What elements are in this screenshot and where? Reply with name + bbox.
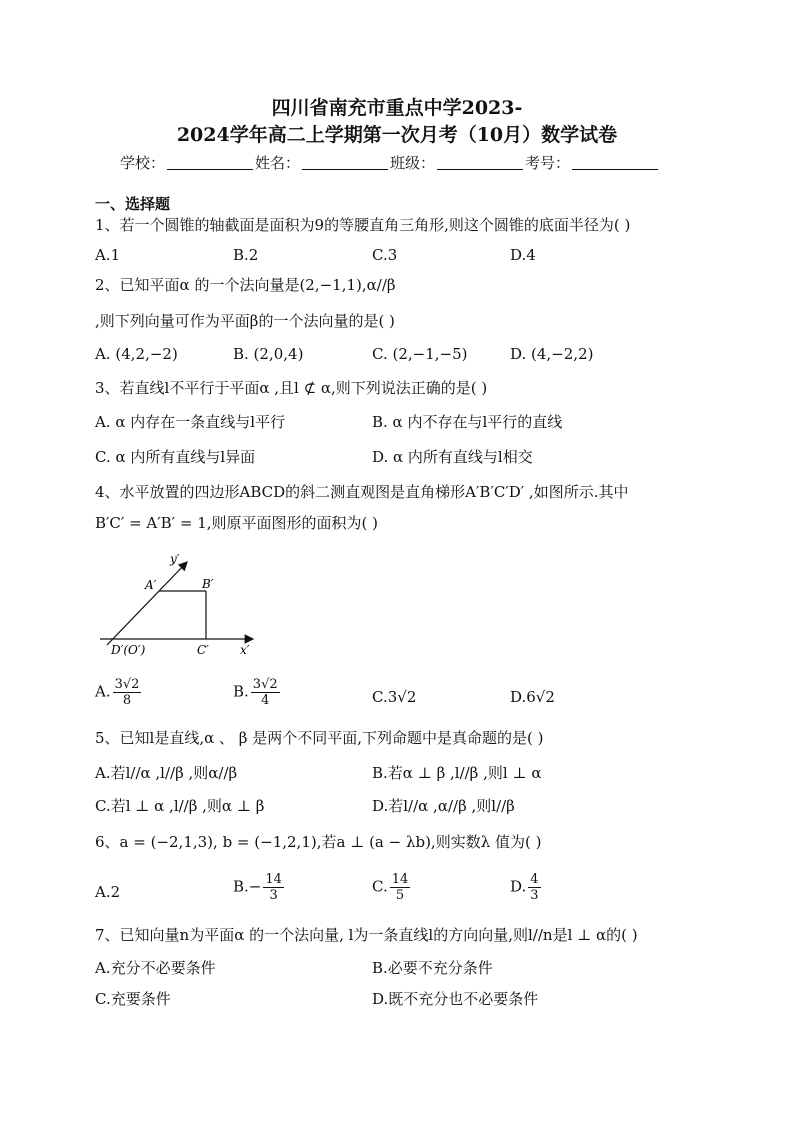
question-2-stem-cont: ,则下列向量可作为平面β的一个法向量的是( ) xyxy=(95,312,395,330)
label-b-prime: B′ xyxy=(202,577,214,591)
exam-title-line-1: 四川省南充市重点中学2023- xyxy=(271,97,523,119)
label-a-prime: A′ xyxy=(145,578,157,592)
name-blank[interactable] xyxy=(302,155,388,170)
class-label: 班级： xyxy=(390,154,436,172)
question-2-stem: 2、已知平面α 的一个法向量是(2,−1,1),α//β xyxy=(95,276,396,294)
question-7-stem: 7、已知向量n为平面α 的一个法向量, l为一条直线l的方向向量,则l//n是l ⊥ α的( ) xyxy=(95,926,638,944)
name-label: 姓名： xyxy=(255,154,301,172)
exam-title-line-2: 2024学年高二上学期第一次月考（10月）数学试卷 xyxy=(176,124,618,146)
q5-option-d: D.若l//α ,α//β ,则l//β xyxy=(372,797,515,815)
q6-option-a: A.2 xyxy=(95,883,121,901)
school-blank[interactable] xyxy=(167,155,253,170)
label-d-o-prime: D′(O′) xyxy=(111,643,146,657)
label-y-prime: y′ xyxy=(170,552,180,566)
q7-option-c: C.充要条件 xyxy=(95,990,171,1008)
school-label: 学校： xyxy=(120,154,166,172)
q3-option-b: B. α 内不存在与l平行的直线 xyxy=(372,413,563,431)
q1-option-a: A.1 xyxy=(95,246,121,264)
q6-option-d: D. $\frac{4}{3}$ xyxy=(510,872,539,903)
q6-option-b: B.− $\frac{14}{3}$ xyxy=(233,872,282,903)
label-x-prime: x′ xyxy=(240,643,250,657)
student-info-row xyxy=(120,152,660,173)
question-3-stem: 3、若直线l不平行于平面α ,且l ⊄ α,则下列说法正确的是( ) xyxy=(95,379,488,397)
q1-option-c: C.3 xyxy=(372,246,398,264)
q7-option-d: D.既不充分也不必要条件 xyxy=(372,990,539,1008)
q2-option-d: D. (4,−2,2) xyxy=(510,345,594,363)
y-axis-line xyxy=(107,562,187,645)
question-1-stem: 1、若一个圆锥的轴截面是面积为9的等腰直角三角形,则这个圆锥的底面半径为( ) xyxy=(95,216,631,234)
q2-option-a: A. (4,2,−2) xyxy=(95,345,178,363)
question-5-stem: 5、已知l是直线,α 、 β 是两个不同平面,下列命题中是真命题的是( ) xyxy=(95,729,544,747)
q5-option-b: B.若α ⊥ β ,l//β ,则l ⊥ α xyxy=(372,764,542,782)
q1-option-b: B.2 xyxy=(233,246,259,264)
q7-option-a: A.充分不必要条件 xyxy=(95,959,216,977)
q4-option-b: B. $\frac{3√2}{4}$ xyxy=(233,677,278,708)
exam-number-label: 考号： xyxy=(525,154,571,172)
label-c-prime: C′ xyxy=(197,643,209,657)
q1-option-d: D.4 xyxy=(510,246,536,264)
q4-option-c: C.3√2 xyxy=(372,688,417,706)
q2-option-b: B. (2,0,4) xyxy=(233,345,304,363)
q3-option-c: C. α 内所有直线与l异面 xyxy=(95,448,256,466)
q5-option-c: C.若l ⊥ α ,l//β ,则α ⊥ β xyxy=(95,797,265,815)
q3-option-d: D. α 内所有直线与l相交 xyxy=(372,448,533,466)
q2-option-c: C. (2,−1,−5) xyxy=(372,345,468,363)
question-4-stem: 4、水平放置的四边形ABCD的斜二测直观图是直角梯形A′B′C′D′ ,如图所示.其中 xyxy=(95,483,629,501)
q4-option-a: A. $\frac{3√2}{8}$ xyxy=(95,677,140,708)
q4-option-d: D.6√2 xyxy=(510,688,555,706)
class-blank[interactable] xyxy=(437,155,523,170)
q5-option-a: A.若l//α ,l//β ,则α//β xyxy=(95,764,238,782)
question-6-stem: 6、a = (−2,1,3), b = (−1,2,1),若a ⊥ (a − λb),则实数λ 值为( ) xyxy=(95,833,542,851)
question-4-stem-cont: B′C′ = A′B′ = 1,则原平面图形的面积为( ) xyxy=(95,514,378,532)
exam-number-blank[interactable] xyxy=(572,155,658,170)
q3-option-a: A. α 内存在一条直线与l平行 xyxy=(95,413,286,431)
section-title: 一、选择题 xyxy=(95,195,171,213)
q4-trapezoid-figure xyxy=(95,550,265,660)
q6-option-c: C. $\frac{14}{5}$ xyxy=(372,872,409,903)
q7-option-b: B.必要不充分条件 xyxy=(372,959,493,977)
